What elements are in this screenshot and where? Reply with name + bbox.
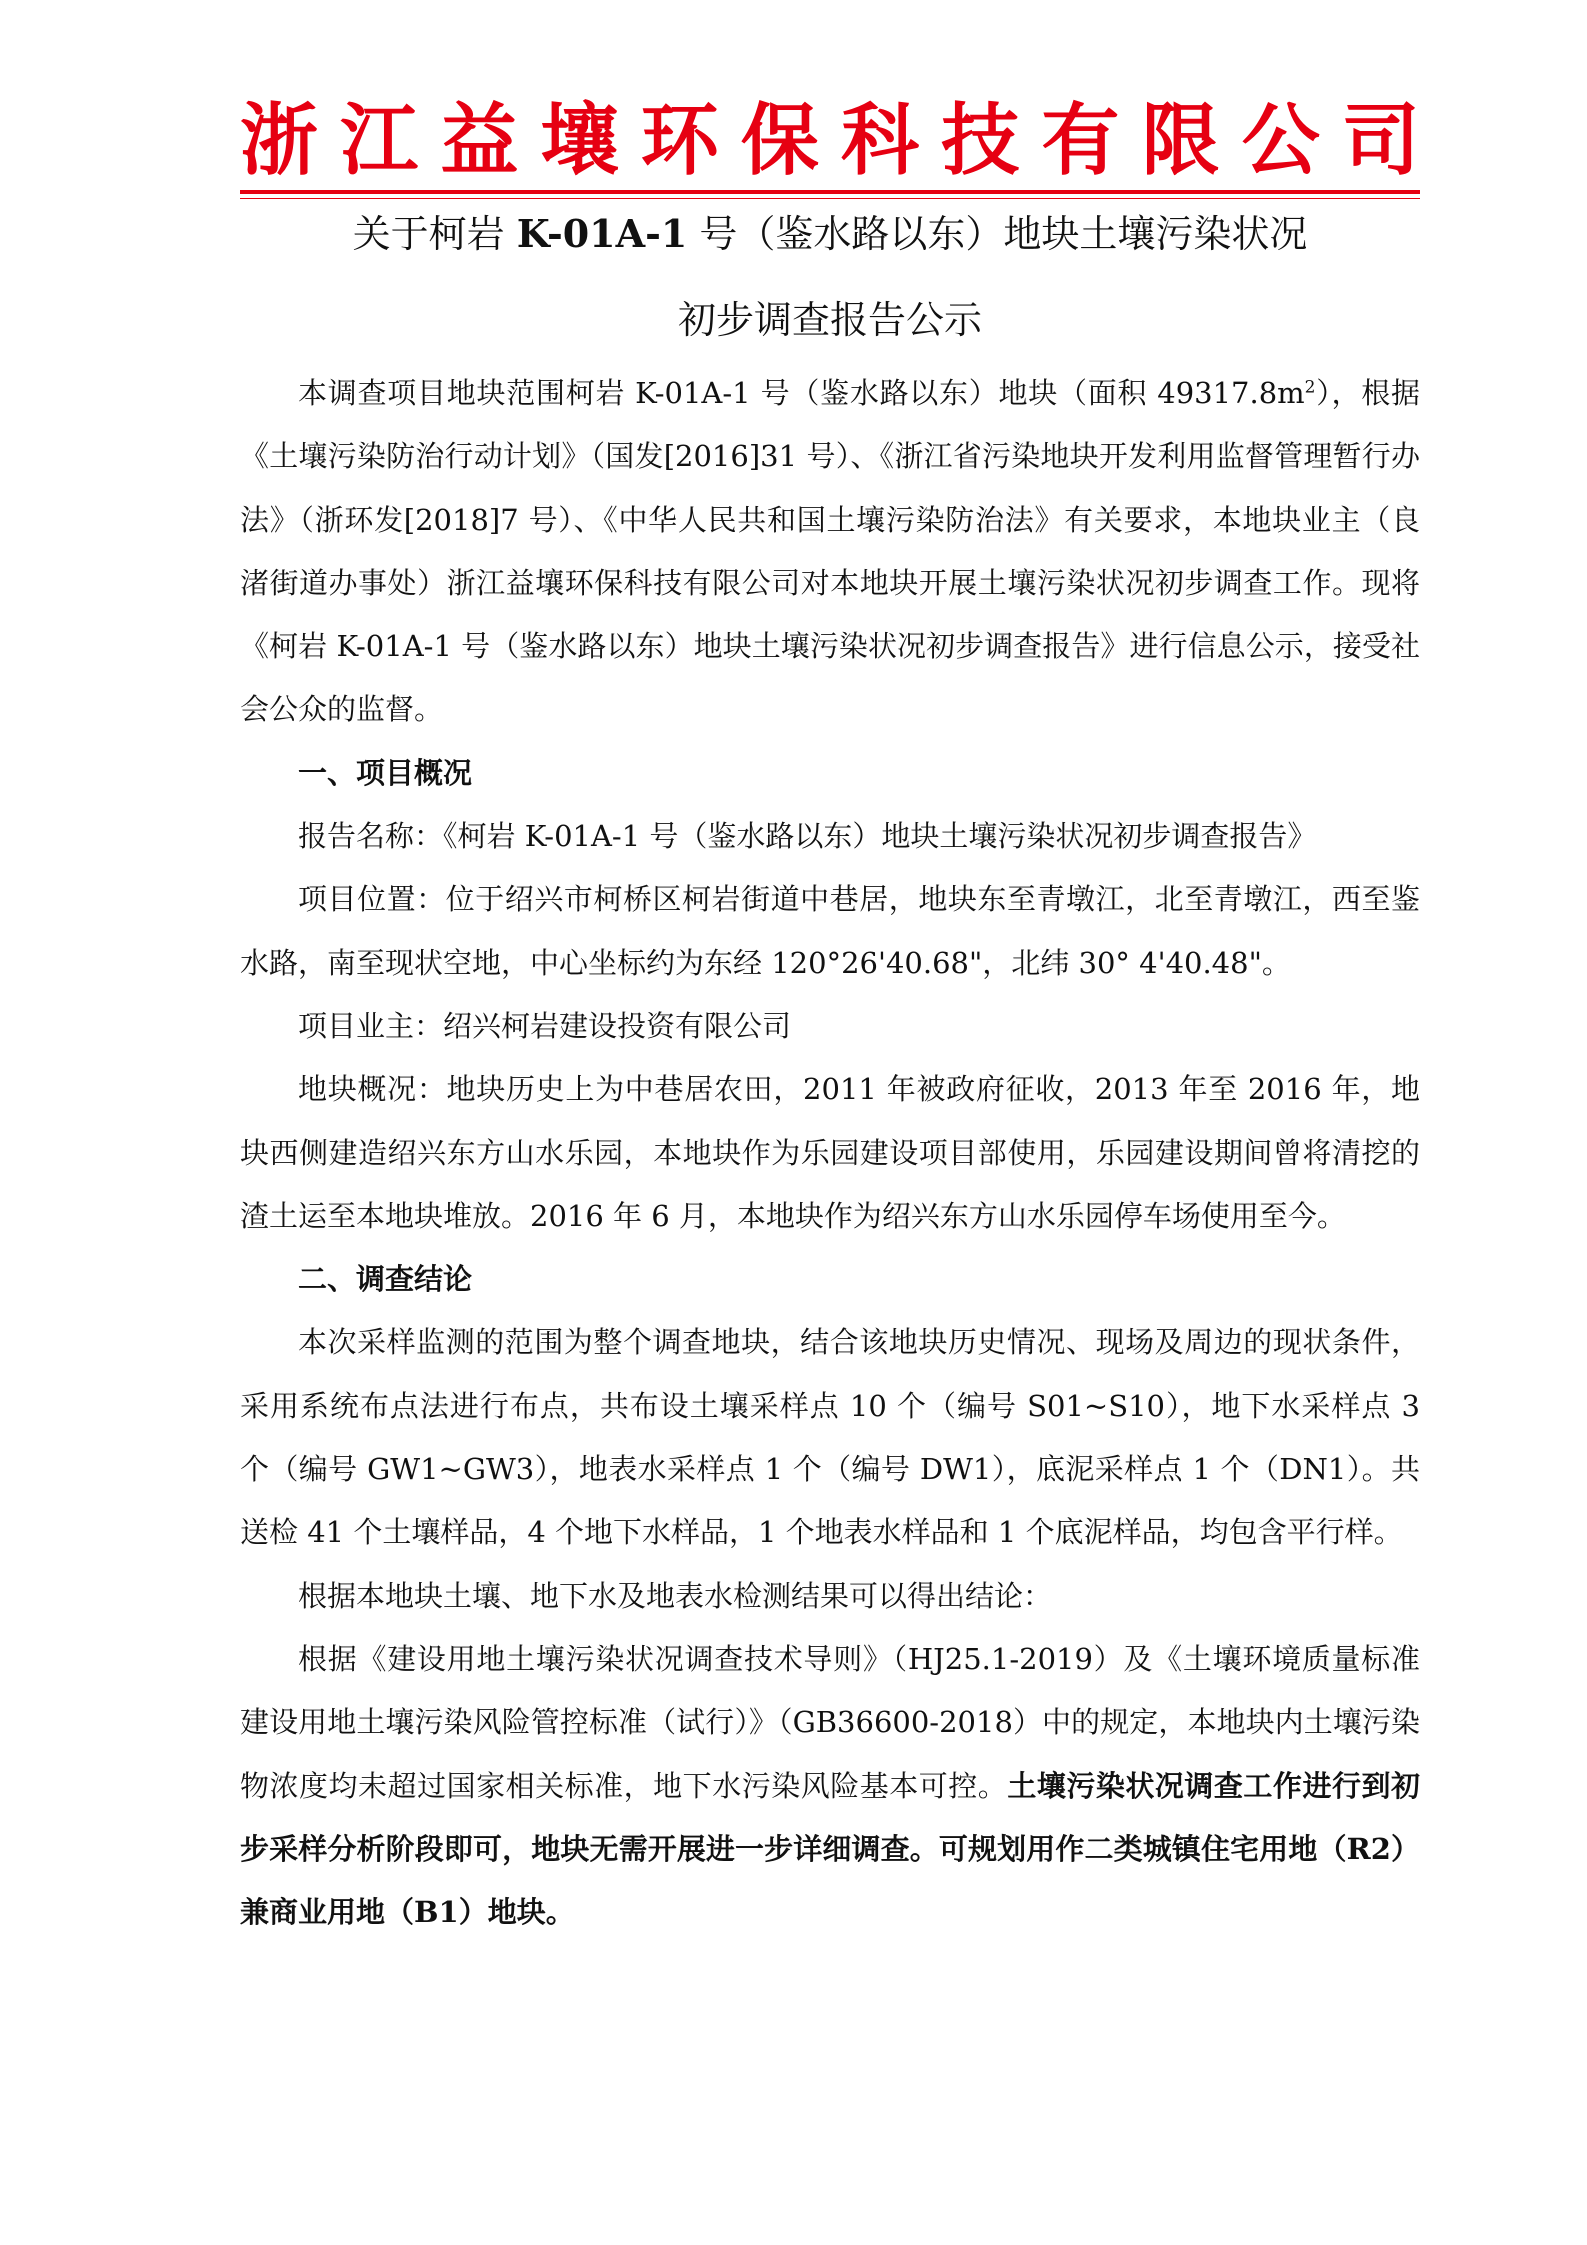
letterhead-char: 技 xyxy=(941,96,1020,186)
conclusion-bold-text: 土壤污染状况调查工作进行到初步采样分析阶段即可，地块无需开展进一步详细调查。可规划用作二类城镇住宅用地（R2）兼商业用地（B1）地块。 xyxy=(240,1768,1420,1930)
sampling-paragraph: 本次采样监测的范围为整个调查地块，结合该地块历史情况、现场及周边的现状条件，采用系统布点法进行布点，共布设土壤采样点 10 个（编号 S01~S10），地下水采样点 3 个（编号 GW1~GW3），地表水采样点 1 个（编号 DW1），底泥采样点 1 个（DN1）。共送检 41 个土壤样品，4 个地下水样品，1 个地表水样品和 1 个底泥样品，均包含平行样。 xyxy=(240,1325,1420,1550)
letterhead-char: 保 xyxy=(740,96,819,186)
letterhead-char: 科 xyxy=(841,96,920,186)
document-title-line1 xyxy=(240,210,1420,258)
letterhead-char: 司 xyxy=(1341,96,1420,186)
report-name-paragraph: 报告名称：《柯岩 K-01A-1 号（鉴水路以东）地块土壤污染状况初步调查报告》 xyxy=(298,819,1317,854)
conclusion-lead-paragraph: 根据本地块土壤、地下水及地表水检测结果可以得出结论： xyxy=(298,1578,1053,1613)
letterhead-char: 有 xyxy=(1041,96,1120,186)
intro-text-pre: 本调查项目地块范围柯岩 K-01A-1 号（鉴水路以东）地块（面积 49317.8m xyxy=(298,376,1305,410)
letterhead-char: 浙 xyxy=(240,96,319,186)
letterhead-char: 限 xyxy=(1141,96,1220,186)
area-unit-superscript: 2 xyxy=(1304,377,1316,398)
section-heading-project-overview: 一、项目概况 xyxy=(298,755,473,790)
title-suffix: 号（鉴水路以东）地块土壤污染状况 xyxy=(687,212,1308,256)
conclusion-paragraph xyxy=(240,1628,1420,1944)
company-letterhead xyxy=(240,95,1420,187)
letterhead-char: 江 xyxy=(340,96,419,186)
section-heading-conclusion: 二、调查结论 xyxy=(298,1262,473,1297)
conclusion-text: 根据《建设用地土壤污染状况调查技术导则》（HJ25.1-2019）及《土壤环境质量标准 建设用地土壤污染风险管控标准（试行）》（GB36600-2018）中的规定，本地块内土壤污染物浓度均未超过国家相关标准，地下水污染风险基本可控。 xyxy=(240,1641,1420,1803)
title-plot-code: K-01A-1 xyxy=(516,211,688,256)
project-location-paragraph: 项目位置：位于绍兴市柯桥区柯岩街道中巷居，地块东至青墩江，北至青墩江，西至鉴水路，南至现状空地，中心坐标约为东经 120°26'40.68"，北纬 30° 4'40.48"。 xyxy=(240,882,1420,980)
letterhead-char: 壤 xyxy=(540,96,619,186)
title-prefix: 关于柯岩 xyxy=(352,212,517,256)
letterhead-char: 公 xyxy=(1241,96,1320,186)
document-title-line2: 初步调查报告公示 xyxy=(677,298,982,342)
site-overview-paragraph: 地块概况：地块历史上为中巷居农田，2011 年被政府征收，2013 年至 2016 年，地块西侧建造绍兴东方山水乐园，本地块作为乐园建设项目部使用，乐园建设期间曾将清挖的渣土运至本地块堆放。2016 年 6 月，本地块作为绍兴东方山水乐园停车场使用至今。 xyxy=(240,1072,1420,1233)
intro-text-post: ），根据《土壤污染防治行动计划》（国发[2016]31 号）、《浙江省污染地块开发利用监督管理暂行办法》（浙环发[2018]7 号）、《中华人民共和国土壤污染防治法》有关要求，本地块业主（良渚街道办事处）浙江益壤环保科技有限公司对本地块开展土壤污染状况初步调查工作。现将《柯岩 K-01A-1 号（鉴水路以东）地块土壤污染状况初步调查报告》进行信息公示，接受社会公众的监督。 xyxy=(240,376,1420,727)
letterhead-char: 益 xyxy=(440,96,519,186)
project-owner-paragraph: 项目业主：绍兴柯岩建设投资有限公司 xyxy=(298,1008,792,1043)
letterhead-char: 环 xyxy=(640,96,719,186)
intro-paragraph xyxy=(240,362,1420,742)
document-body xyxy=(240,362,1420,1944)
letterhead-rule-thick xyxy=(240,190,1420,194)
letterhead-rule-thin xyxy=(240,198,1420,199)
